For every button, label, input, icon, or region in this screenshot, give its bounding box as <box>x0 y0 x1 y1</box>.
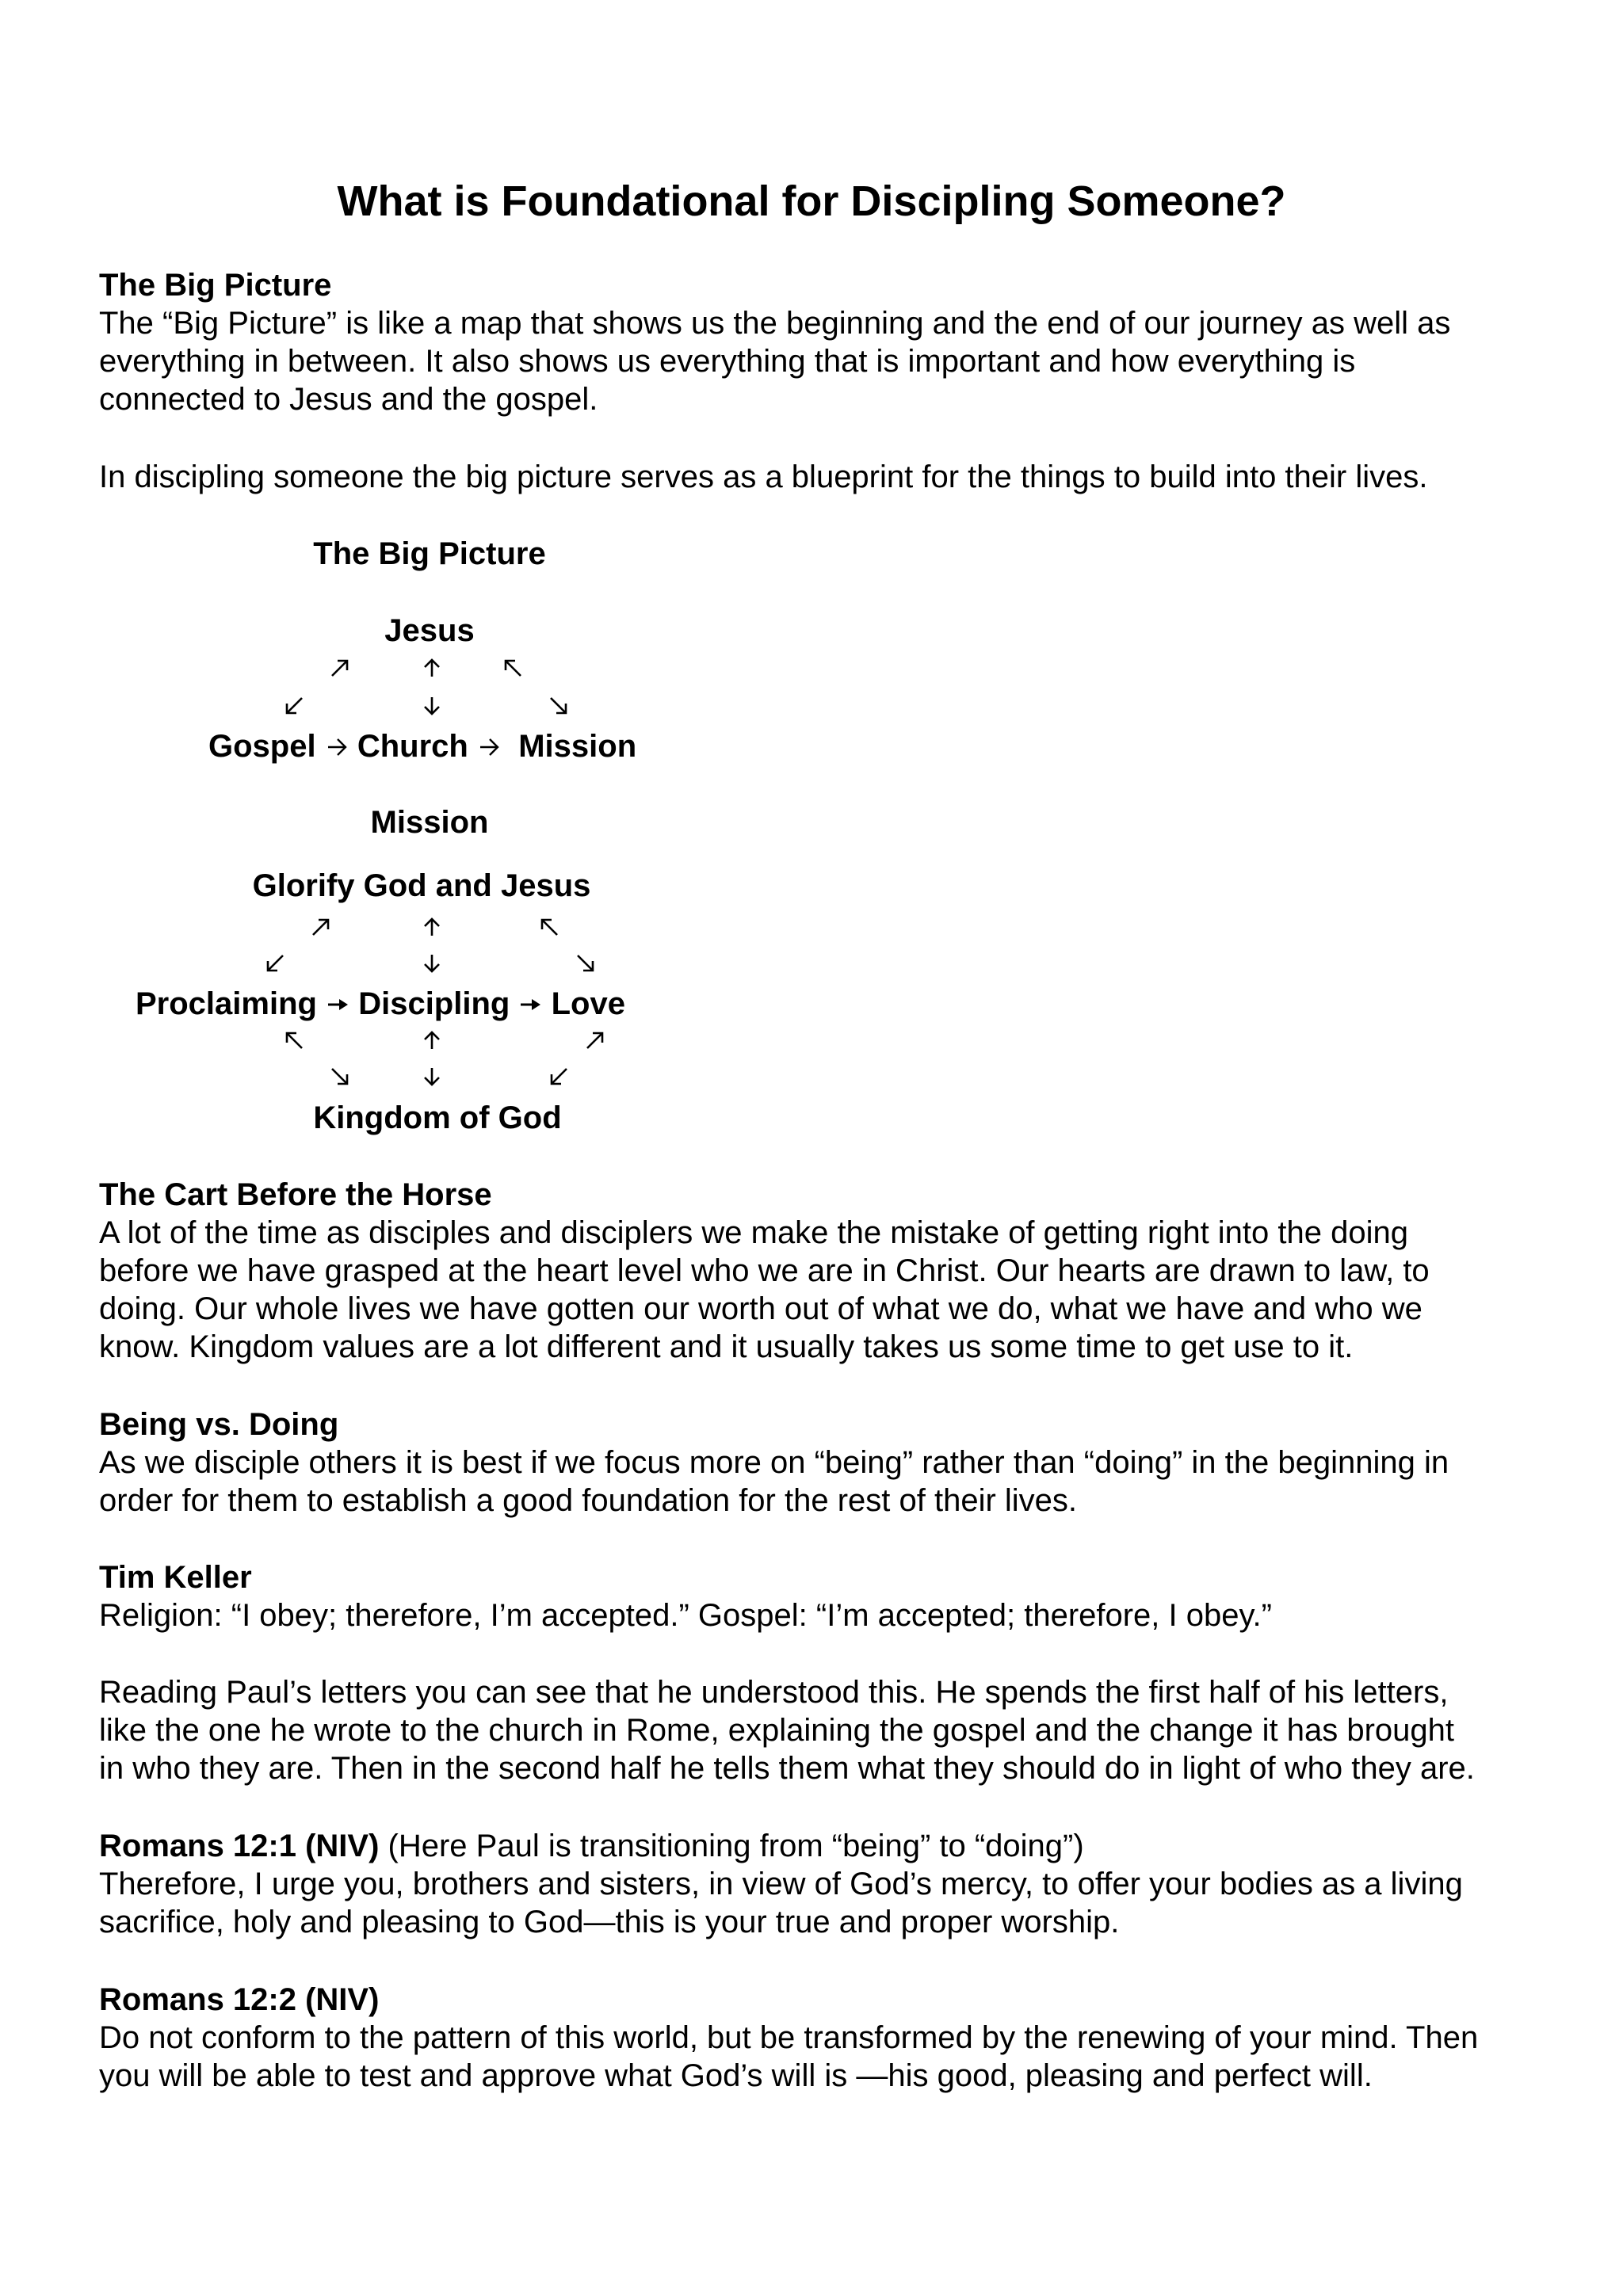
paragraph-line: know. Kingdom values are a lot different and it usually takes us some time to get use to it. <box>99 1329 1354 1364</box>
arrow-up-left-icon <box>539 917 559 937</box>
paragraph-line: doing. Our whole lives we have gotten our worth out of what we do, what we have and who we <box>99 1291 1423 1326</box>
scripture-reference: Romans 12:2 (NIV) <box>99 1982 380 2017</box>
being-heading: Being vs. Doing <box>99 1407 339 1442</box>
keller-quote <box>99 1596 1573 1634</box>
diagram-node-church: Church <box>357 729 468 764</box>
paragraph-line: Religion: “I obey; therefore, I’m accepted.” Gospel: “I’m accepted; therefore, I obey.” <box>99 1598 1272 1633</box>
diagram-node-love: Love <box>551 986 625 1021</box>
arrow-up-icon <box>422 658 442 678</box>
arrow-up-right-icon <box>330 658 350 678</box>
diagram-flow-row <box>136 985 625 1023</box>
arrow-up-left-icon <box>284 1030 304 1051</box>
diagram-node-proclaiming: Proclaiming <box>136 986 317 1021</box>
arrow-up-right-icon <box>585 1030 605 1051</box>
paragraph-line: order for them to establish a good foundation for the rest of their lives. <box>99 1483 1078 1518</box>
arrow-right-icon <box>477 736 501 758</box>
romans-12-2-block <box>99 1981 1573 2095</box>
arrow-down-left-icon <box>265 953 285 974</box>
page-title: What is Foundational for Discipling Someone? <box>337 177 1286 225</box>
paragraph-line: like the one he wrote to the church in Rome, explaining the gospel and the change it has brought <box>99 1713 1455 1748</box>
paragraph-line: connected to Jesus and the gospel. <box>99 382 598 417</box>
paragraph-line: everything in between. It also shows us everything that is important and how everything is <box>99 344 1356 379</box>
arrow-up-icon <box>422 1030 442 1051</box>
diagram-node-discipling: Discipling <box>358 986 510 1021</box>
paragraph-line: Reading Paul’s letters you can see that he understood this. He spends the first half of his letters, <box>99 1675 1449 1710</box>
keller-heading: Tim Keller <box>99 1560 252 1595</box>
arrow-down-left-icon <box>284 696 304 716</box>
arrow-down-icon <box>422 696 442 716</box>
arrow-down-icon <box>422 953 442 974</box>
diagram-flow-row <box>208 727 636 765</box>
diagram-mission-heading: Mission <box>370 805 489 840</box>
paragraph-line: A lot of the time as disciples and disciplers we make the mistake of getting right into the doing <box>99 1215 1408 1250</box>
arrow-up-right-icon <box>311 917 331 937</box>
paragraph-line: The “Big Picture” is like a map that shows us the beginning and the end of our journey as well as <box>99 306 1451 341</box>
being-paragraph <box>99 1444 1573 1520</box>
diagram-node-jesus: Jesus <box>384 613 475 648</box>
arrow-down-right-icon <box>330 1066 350 1087</box>
paragraph-line: before we have grasped at the heart level who we are in Christ. Our hearts are drawn to law, to <box>99 1253 1430 1288</box>
paragraph-line: sacrifice, holy and pleasing to God—this is your true and proper worship. <box>99 1905 1120 1939</box>
scripture-reference: Romans 12:1 (NIV) <box>99 1829 380 1863</box>
scripture-note: (Here Paul is transitioning from “being” to “doing”) <box>379 1829 1084 1863</box>
diagram-big-picture-heading: The Big Picture <box>313 536 546 571</box>
paragraph-line: Do not conform to the pattern of this world, but be transformed by the renewing of your mind. Then <box>99 2020 1479 2055</box>
paragraph-line: In discipling someone the big picture serves as a blueprint for the things to build into their lives. <box>99 460 1428 494</box>
arrow-right-icon <box>325 736 349 758</box>
diagram-node-kingdom: Kingdom of God <box>313 1100 562 1135</box>
arrow-right-icon <box>518 994 542 1016</box>
diagram-node-glorify: Glorify God and Jesus <box>252 868 591 903</box>
arrow-down-right-icon <box>575 953 596 974</box>
paragraph-line: you will be able to test and approve what God’s will is —his good, pleasing and perfect will. <box>99 2058 1373 2093</box>
keller-paragraph <box>99 1673 1573 1787</box>
arrow-down-right-icon <box>548 696 569 716</box>
romans-12-1-header <box>99 1827 1573 1941</box>
big-picture-paragraph <box>99 304 1573 418</box>
arrow-down-left-icon <box>548 1066 569 1087</box>
paragraph-line: As we disciple others it is best if we focus more on “being” rather than “doing” in the beginning in <box>99 1445 1449 1480</box>
arrow-up-icon <box>422 917 442 937</box>
big-picture-heading: The Big Picture <box>99 268 332 303</box>
cart-paragraph <box>99 1214 1573 1366</box>
diagram-node-mission: Mission <box>518 729 637 764</box>
blueprint-paragraph <box>99 458 1573 496</box>
cart-heading: The Cart Before the Horse <box>99 1177 492 1212</box>
diagram-node-gospel: Gospel <box>208 729 316 764</box>
paragraph-line: Therefore, I urge you, brothers and sisters, in view of God’s mercy, to offer your bodies as a living <box>99 1867 1463 1901</box>
arrow-down-icon <box>422 1066 442 1087</box>
arrow-up-left-icon <box>502 658 523 678</box>
arrow-right-icon <box>326 994 349 1016</box>
paragraph-line: in who they are. Then in the second half he tells them what they should do in light of who they are. <box>99 1751 1475 1786</box>
